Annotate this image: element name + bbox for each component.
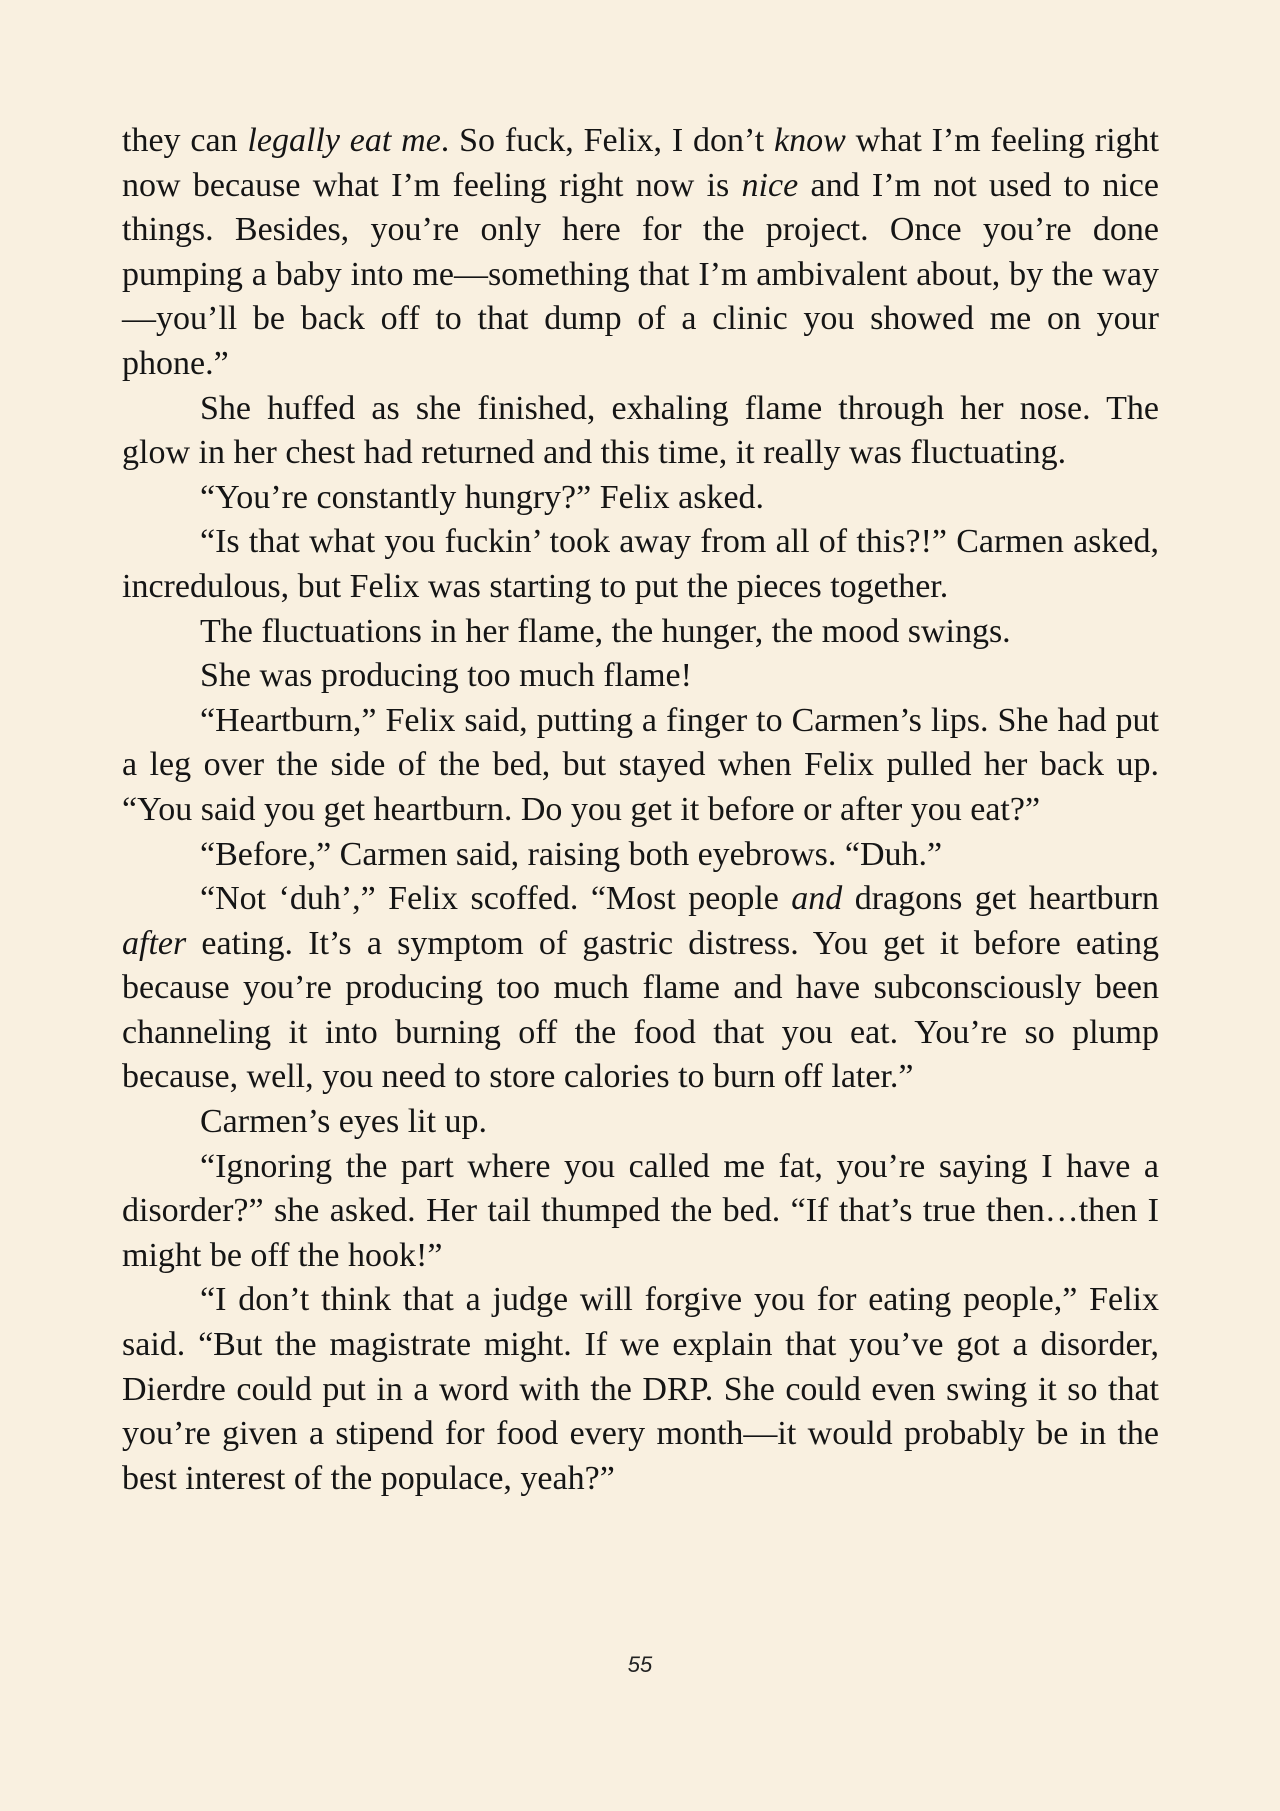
text-run: The fluctuations in her flame, the hunger, the mood swings. xyxy=(200,612,1011,650)
text-run: they can xyxy=(122,122,248,159)
paragraph xyxy=(122,1145,1159,1279)
text-run: “Heartburn,” Felix said, putting a finger to Carmen’s lips. She had put a leg over the side of the bed, but stayed when Felix pulled her back up. “You said you get heartburn. Do you get it before or after you eat?” xyxy=(122,701,1159,828)
paragraph xyxy=(122,654,1159,699)
paragraph xyxy=(122,699,1159,833)
paragraph xyxy=(122,833,1159,878)
text-run: “Is that what you fuckin’ took away from all of this?!” Carmen asked, incredulous, but Felix was starting to put the pieces together. xyxy=(122,523,1159,605)
body-text xyxy=(122,119,1159,1501)
paragraph xyxy=(122,520,1159,609)
italic-text: nice xyxy=(741,166,799,204)
paragraph xyxy=(122,387,1159,476)
text-run: . So fuck, Felix, I don’t xyxy=(440,122,775,159)
italic-text: know xyxy=(774,122,846,159)
paragraph xyxy=(122,610,1159,655)
text-run: and I’m not used to nice things. Besides, you’re only here for the project. Once you’re done pumping a baby into me—something that I’m ambivalent about, by the way—you’ll be back off to that dump of a clinic you showed me on your phone.” xyxy=(122,166,1159,382)
page-number: 55 xyxy=(627,1652,653,1677)
paragraph xyxy=(122,1278,1159,1501)
text-run: She was producing too much flame! xyxy=(200,657,692,695)
text-run: She huffed as she finished, exhaling flame through her nose. The glow in her chest had returned and this time, it really was fluctuating. xyxy=(122,389,1159,472)
paragraph xyxy=(122,1100,1159,1145)
text-run: “Before,” Carmen said, raising both eyebrows. “Duh.” xyxy=(200,835,943,873)
text-run: dragons get heartburn xyxy=(842,880,1159,918)
text-run: Carmen’s eyes lit up. xyxy=(200,1103,488,1141)
text-run: eating. It’s a symptom of gastric distress. You get it before eating because you’re producing too much flame and have subconsciously been channeling it into burning off the food that you eat. You’re so plump because, well, you need to store calories to burn off later.” xyxy=(122,924,1159,1096)
paragraph xyxy=(122,476,1159,521)
italic-text: after xyxy=(122,924,187,962)
paragraph xyxy=(122,877,1159,1100)
italic-text: and xyxy=(791,880,843,918)
text-run: “You’re constantly hungry?” Felix asked. xyxy=(200,478,765,516)
text-run: “Not ‘duh’,” Felix scoffed. “Most people xyxy=(200,880,792,918)
italic-text: legally eat me xyxy=(247,122,441,159)
text-run: what I’m feeling right now because what I’m feeling right now is xyxy=(122,122,1159,204)
text-run: “I don’t think that a judge will forgive you for eating people,” Felix said. “But the magistrate might. If we explain that you’ve got a disorder, Dierdre could put in a word with the DRP. She could even swing it so that you’re given a stipend for food every month—it would probably be in the best interest of the populace, yeah?” xyxy=(122,1281,1159,1497)
text-run: “Ignoring the part where you called me fat, you’re saying I have a disorder?” she asked. Her tail thumped the bed. “If that’s true then…then I might be off the hook!” xyxy=(122,1147,1159,1274)
paragraph xyxy=(122,119,1159,387)
